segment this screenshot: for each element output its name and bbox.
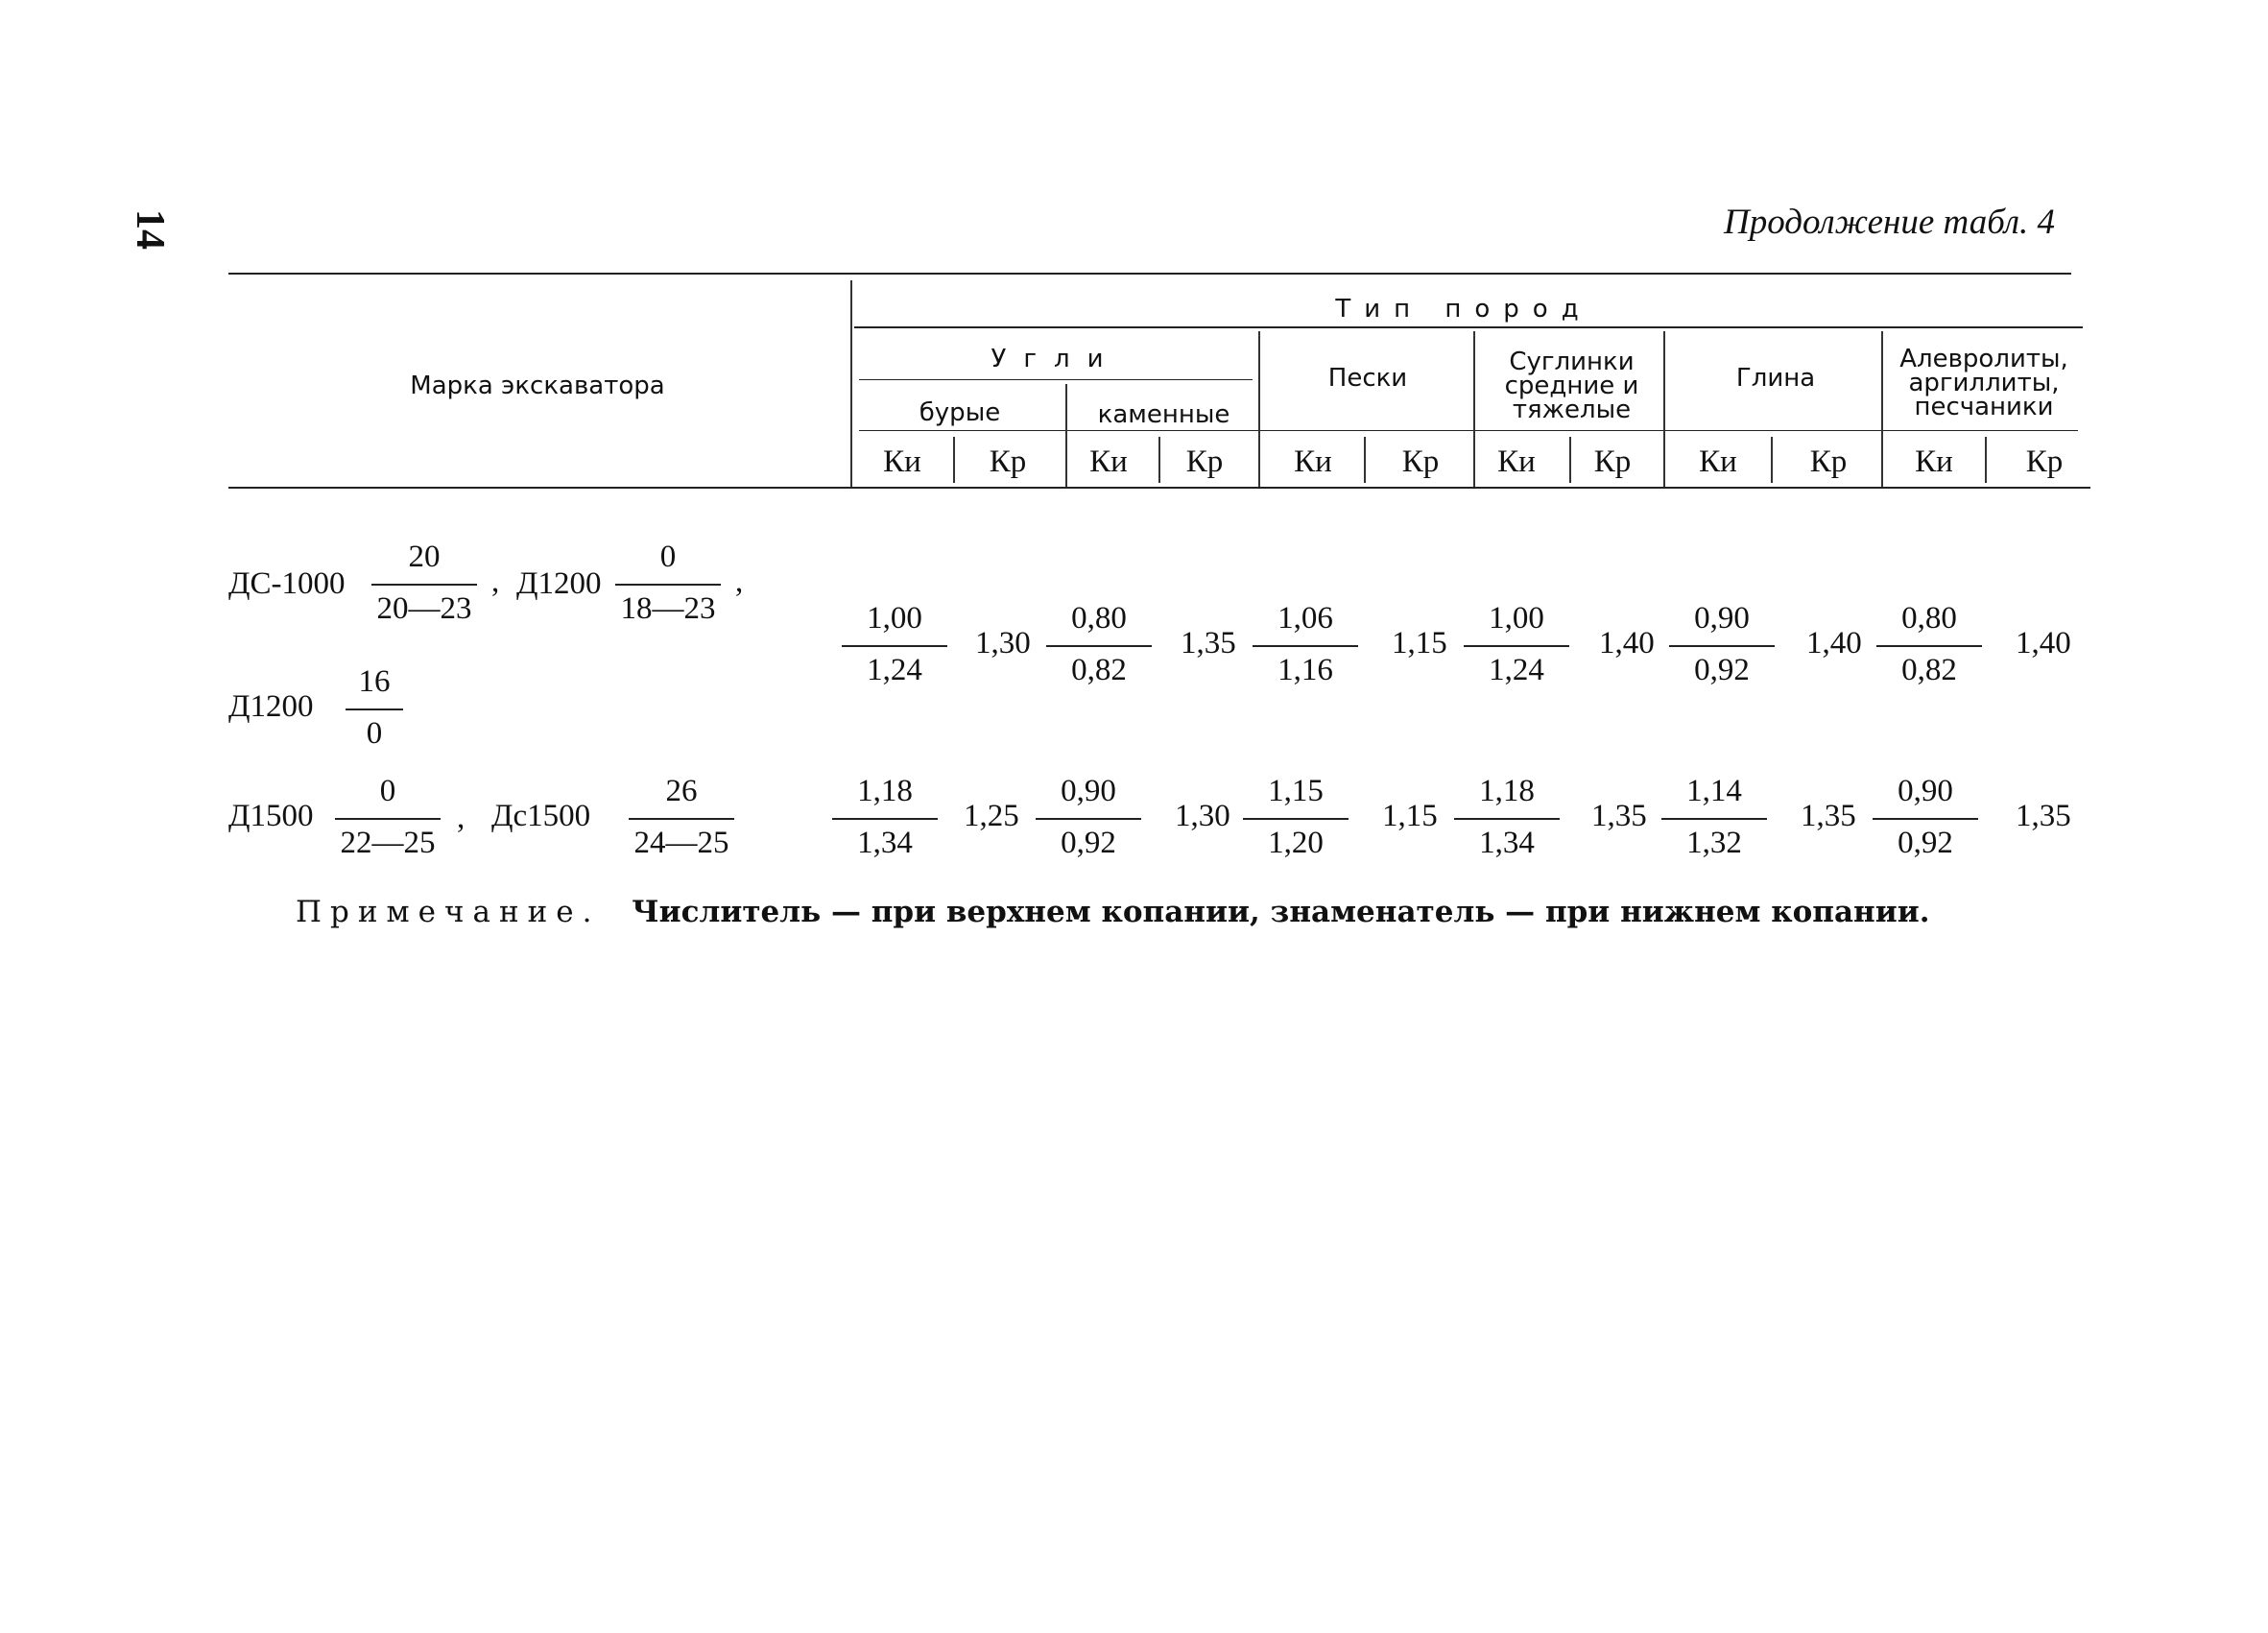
ki-fraction <box>1664 599 1779 689</box>
excavator-mark: Д1200 <box>516 566 602 601</box>
ki-numerator: 0,90 <box>1898 774 1953 808</box>
kr-value: 1,15 <box>1392 626 1447 660</box>
ki-numerator: 0,80 <box>1901 601 1957 636</box>
ki-fraction <box>1657 772 1772 862</box>
fraction-denominator: 22—25 <box>340 826 436 860</box>
header-kr: Кр <box>1401 444 1440 479</box>
ki-numerator: 1,15 <box>1268 774 1324 808</box>
ki-denominator: 1,16 <box>1277 653 1333 687</box>
excavator-mark: ДС-1000 <box>228 566 346 601</box>
fraction-numerator: 26 <box>665 774 698 808</box>
fraction-numerator: 0 <box>659 540 677 574</box>
ki-fraction <box>1449 772 1564 862</box>
page-number: 14 <box>128 209 172 250</box>
header-hard-coal: каменные <box>1097 400 1230 429</box>
kr-value: 1,15 <box>1382 799 1438 833</box>
kr-value: 1,30 <box>1175 799 1230 833</box>
mark-fraction <box>330 772 445 862</box>
fraction-bar <box>1253 645 1358 647</box>
kr-value: 1,40 <box>2016 626 2071 660</box>
fraction-bar <box>1873 818 1978 820</box>
ki-fraction <box>1459 599 1574 689</box>
header-mark-column: Марка экскаватора <box>410 372 665 400</box>
header-ki: Ки <box>1915 444 1953 479</box>
ki-fraction <box>1868 772 1983 862</box>
header-siltstones-line: Алевролиты, <box>1899 345 2068 373</box>
ki-fraction <box>1248 599 1363 689</box>
fraction-bar <box>1046 645 1152 647</box>
ki-denominator: 1,24 <box>867 653 922 687</box>
fraction-denominator: 18—23 <box>620 591 716 626</box>
fraction-numerator: 16 <box>358 664 391 699</box>
ki-denominator: 1,24 <box>1489 653 1544 687</box>
fraction-bar <box>371 584 477 586</box>
ki-denominator: 0,82 <box>1901 653 1957 687</box>
separator: , <box>457 801 466 835</box>
ki-numerator: 1,00 <box>867 601 922 636</box>
header-sands: Пески <box>1327 364 1408 393</box>
fraction-denominator: 20—23 <box>376 591 472 626</box>
ki-numerator: 1,06 <box>1277 601 1333 636</box>
header-ki: Ки <box>883 444 921 479</box>
ki-numerator: 1,18 <box>857 774 913 808</box>
ki-fraction <box>837 599 952 689</box>
header-loams-line: средние и <box>1504 372 1639 400</box>
fraction-bar <box>1464 645 1569 647</box>
ki-fraction <box>1031 772 1146 862</box>
kr-value: 1,35 <box>1801 799 1856 833</box>
ki-denominator: 1,20 <box>1268 826 1324 860</box>
ki-numerator: 1,18 <box>1479 774 1535 808</box>
fraction-bar <box>615 584 721 586</box>
header-kr: Кр <box>1185 444 1224 479</box>
ki-fraction <box>1041 599 1157 689</box>
ki-fraction <box>827 772 943 862</box>
header-ki: Ки <box>1294 444 1332 479</box>
header-ki: Ки <box>1497 444 1536 479</box>
ki-numerator: 1,00 <box>1489 601 1544 636</box>
ki-denominator: 0,92 <box>1898 826 1953 860</box>
header-ki: Ки <box>1089 444 1128 479</box>
fraction-bar <box>335 818 441 820</box>
excavator-mark: Д1200 <box>228 689 314 724</box>
fraction-bar <box>1243 818 1349 820</box>
header-kr: Кр <box>1809 444 1848 479</box>
kr-value: 1,30 <box>975 626 1031 660</box>
header-rock-type: Тип пород <box>1335 295 1592 324</box>
fraction-denominator: 0 <box>366 716 383 751</box>
ki-fraction <box>1872 599 1987 689</box>
separator: , <box>491 564 500 599</box>
ki-numerator: 0,90 <box>1694 601 1750 636</box>
fraction-bar <box>1661 818 1767 820</box>
header-kr: Кр <box>989 444 1027 479</box>
ki-denominator: 0,82 <box>1071 653 1127 687</box>
header-loams-line: Суглинки <box>1509 348 1635 376</box>
continuation-caption: Продолжение табл. 4 <box>1724 203 2056 242</box>
header-siltstones-line: песчаники <box>1914 393 2054 421</box>
fraction-numerator: 0 <box>379 774 396 808</box>
ki-fraction <box>1238 772 1353 862</box>
excavator-mark: Дс1500 <box>491 799 591 833</box>
header-loams <box>1478 350 1665 422</box>
mark-fraction <box>610 538 726 628</box>
header-coal: Угли <box>991 345 1121 373</box>
header-siltstones <box>1883 345 2085 421</box>
note-text: Числитель — при верхнем копании, знаменатель — при нижнем копании. <box>632 895 1930 929</box>
excavator-mark: Д1500 <box>228 799 314 833</box>
header-clay: Глина <box>1735 364 1816 393</box>
table-note <box>296 895 1930 929</box>
ki-denominator: 1,32 <box>1686 826 1742 860</box>
ki-denominator: 1,34 <box>1479 826 1535 860</box>
fraction-bar <box>1876 645 1982 647</box>
header-kr: Кр <box>1593 444 1632 479</box>
ki-denominator: 1,34 <box>857 826 913 860</box>
ki-numerator: 1,14 <box>1686 774 1742 808</box>
fraction-bar <box>629 818 734 820</box>
header-siltstones-line: аргиллиты, <box>1908 369 2060 397</box>
fraction-numerator: 20 <box>408 540 441 574</box>
note-label: Примечание. <box>296 895 601 929</box>
fraction-bar <box>1036 818 1141 820</box>
fraction-denominator: 24—25 <box>633 826 729 860</box>
mark-fraction <box>367 538 482 628</box>
ki-denominator: 0,92 <box>1694 653 1750 687</box>
header-ki: Ки <box>1699 444 1737 479</box>
kr-value: 1,40 <box>1599 626 1655 660</box>
mark-fraction <box>624 772 739 862</box>
header-loams-line: тяжелые <box>1512 396 1632 424</box>
fraction-bar <box>1454 818 1560 820</box>
fraction-bar <box>832 818 938 820</box>
separator: , <box>735 564 744 599</box>
kr-value: 1,25 <box>964 799 1019 833</box>
kr-value: 1,40 <box>1806 626 1862 660</box>
mark-fraction <box>317 662 432 753</box>
kr-value: 1,35 <box>1591 799 1647 833</box>
fraction-bar <box>1669 645 1775 647</box>
kr-value: 1,35 <box>1181 626 1236 660</box>
ki-denominator: 0,92 <box>1061 826 1116 860</box>
ki-numerator: 0,90 <box>1061 774 1116 808</box>
header-kr: Кр <box>2025 444 2064 479</box>
fraction-bar <box>346 708 403 710</box>
ki-numerator: 0,80 <box>1071 601 1127 636</box>
kr-value: 1,35 <box>2016 799 2071 833</box>
fraction-bar <box>842 645 947 647</box>
header-brown-coal: бурые <box>919 398 1001 427</box>
